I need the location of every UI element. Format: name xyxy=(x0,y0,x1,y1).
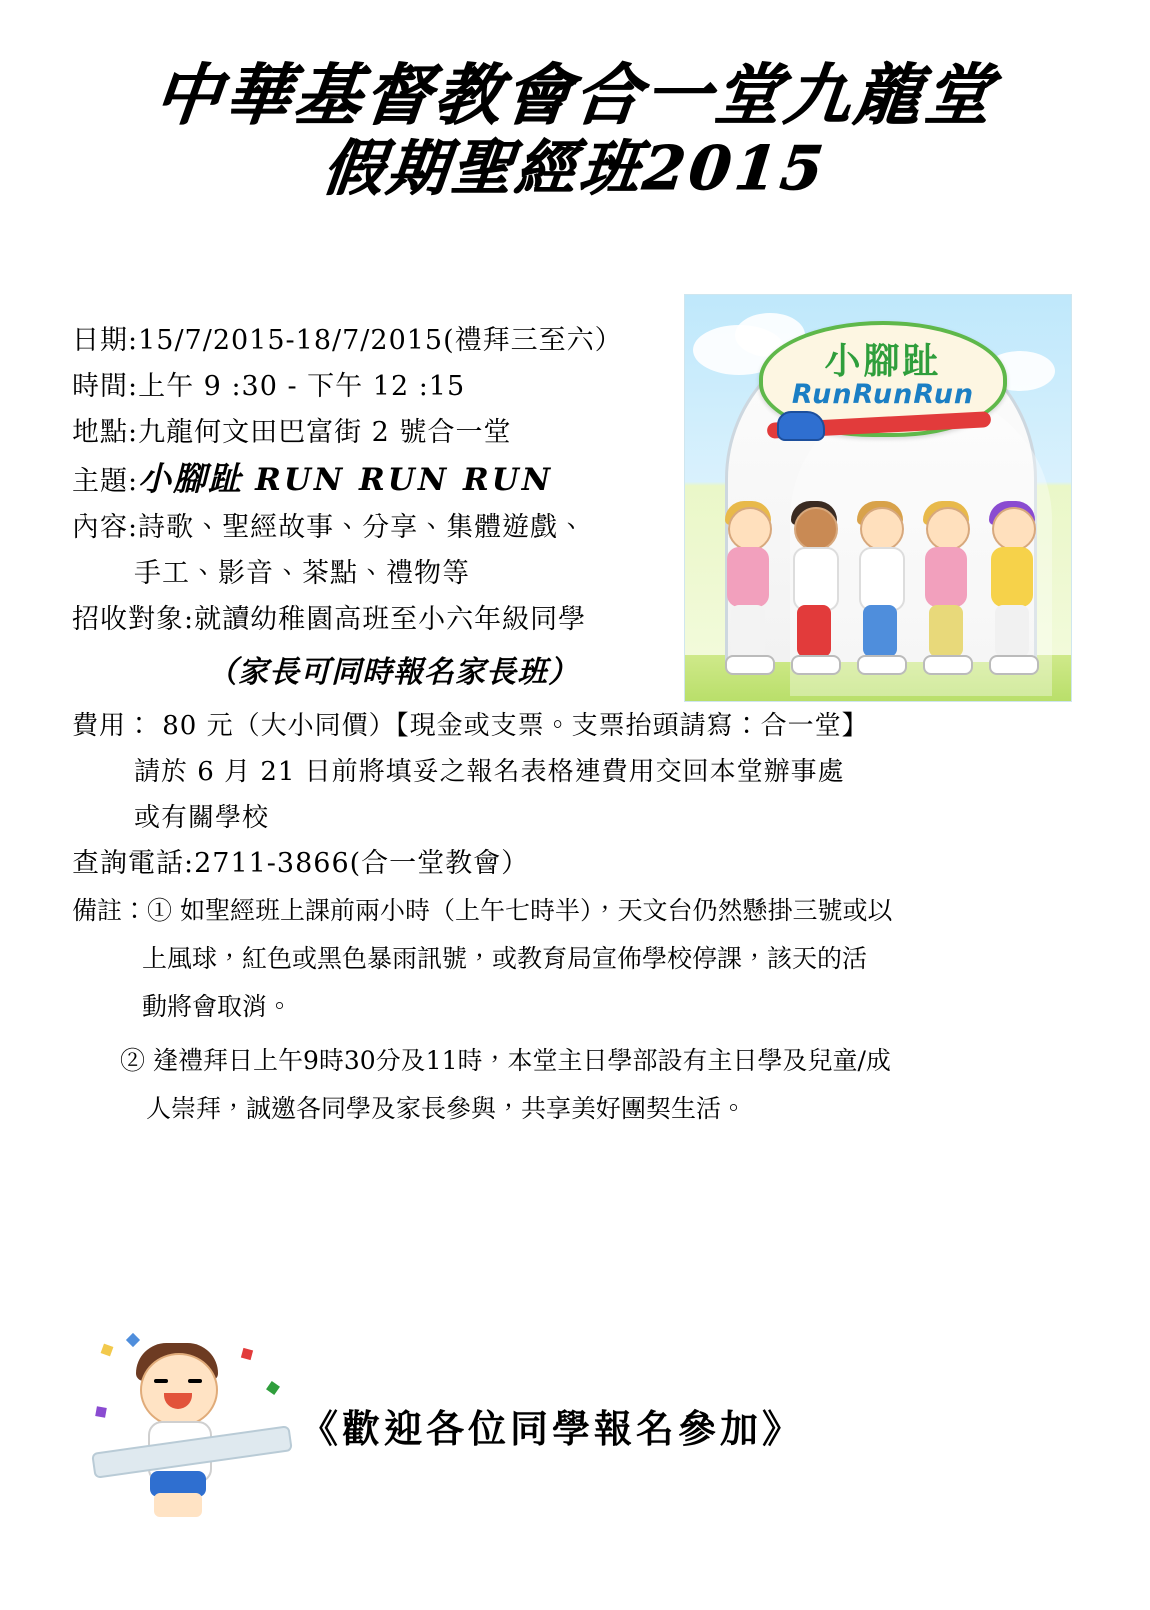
title-line-2: 假期聖經班2015 xyxy=(319,134,831,204)
detail-content-line1: 內容:詩歌、聖經故事、分享、集體遊戲、 xyxy=(72,512,587,543)
remarks-item1-line1: 如聖經班上課前兩小時（上午七時半），天文台仍然懸掛三號或以 xyxy=(179,896,893,925)
detail-fee-line1: 費用： 80 元（大小同價）【現金或支票。支票抬頭請寫：合一堂】 xyxy=(72,711,869,741)
theme-label: 主題: xyxy=(72,466,139,497)
detail-phone: 查詢電話:2711-3866(合一堂教會） xyxy=(72,848,530,879)
remarks-marker-1: ① xyxy=(147,896,173,925)
detail-theme xyxy=(72,456,672,505)
page-title xyxy=(0,58,1150,204)
remarks-item2-line1: 逢禮拜日上午9時30分及11時，本堂主日學部設有主日學及兒童/成 xyxy=(152,1046,891,1075)
theme-english: RUN RUN RUN xyxy=(255,462,554,498)
mascot-eye-left xyxy=(154,1379,168,1383)
confetti-shape xyxy=(126,1333,140,1347)
remarks-label: 備註： xyxy=(72,896,148,925)
mascot-head-shape xyxy=(140,1353,218,1427)
banner-english-text: RunRunRun xyxy=(791,379,975,410)
confetti-shape xyxy=(266,1381,280,1395)
mascot-illustration xyxy=(92,1335,292,1525)
detail-content-line2: 手工、影音、茶點、禮物等 xyxy=(134,558,470,589)
detail-date: 日期:15/7/2015-18/7/2015(禮拜三至六） xyxy=(72,325,623,356)
detail-fee-line3: 或有關學校 xyxy=(134,803,270,833)
detail-parent-note: （家長可同時報名家長班） xyxy=(207,655,579,690)
theme-chinese: 小腳趾 xyxy=(138,459,244,498)
confetti-shape xyxy=(101,1344,114,1357)
detail-time: 時間:上午 9 :30 - 下午 12 :15 xyxy=(72,371,466,402)
confetti-shape xyxy=(241,1348,253,1360)
detail-target: 招收對象:就讀幼稚園高班至小六年級同學 xyxy=(72,604,587,635)
banner-chinese-text: 小腳趾 xyxy=(824,341,942,382)
remarks-item1-line3: 動將會取消。 xyxy=(142,992,293,1021)
mascot-legs-shape xyxy=(154,1493,202,1517)
remarks-item-1 xyxy=(72,887,1082,935)
welcome-message: 《歡迎各位同學報名參加》 xyxy=(300,1406,805,1451)
event-details xyxy=(72,318,1082,1133)
remarks-item1-line2: 上風球，紅色或黑色暴雨訊號，或教育局宣佈學校停課，該天的活 xyxy=(142,944,868,973)
mascot-eye-right xyxy=(188,1379,202,1383)
title-line-1: 中華基督教會合一堂九龍堂 xyxy=(150,56,1000,134)
remarks-marker-2: ② xyxy=(120,1046,146,1075)
remarks-item2-line2: 人崇拜，誠邀各同學及家長參與，共享美好團契生活。 xyxy=(146,1094,747,1123)
remarks-item-2 xyxy=(72,1037,1082,1085)
confetti-shape xyxy=(95,1406,107,1418)
detail-fee-line2: 請於 6 月 21 日前將填妥之報名表格連費用交回本堂辦事處 xyxy=(134,757,845,787)
detail-venue: 地點:九龍何文田巴富街 2 號合一堂 xyxy=(72,417,512,448)
